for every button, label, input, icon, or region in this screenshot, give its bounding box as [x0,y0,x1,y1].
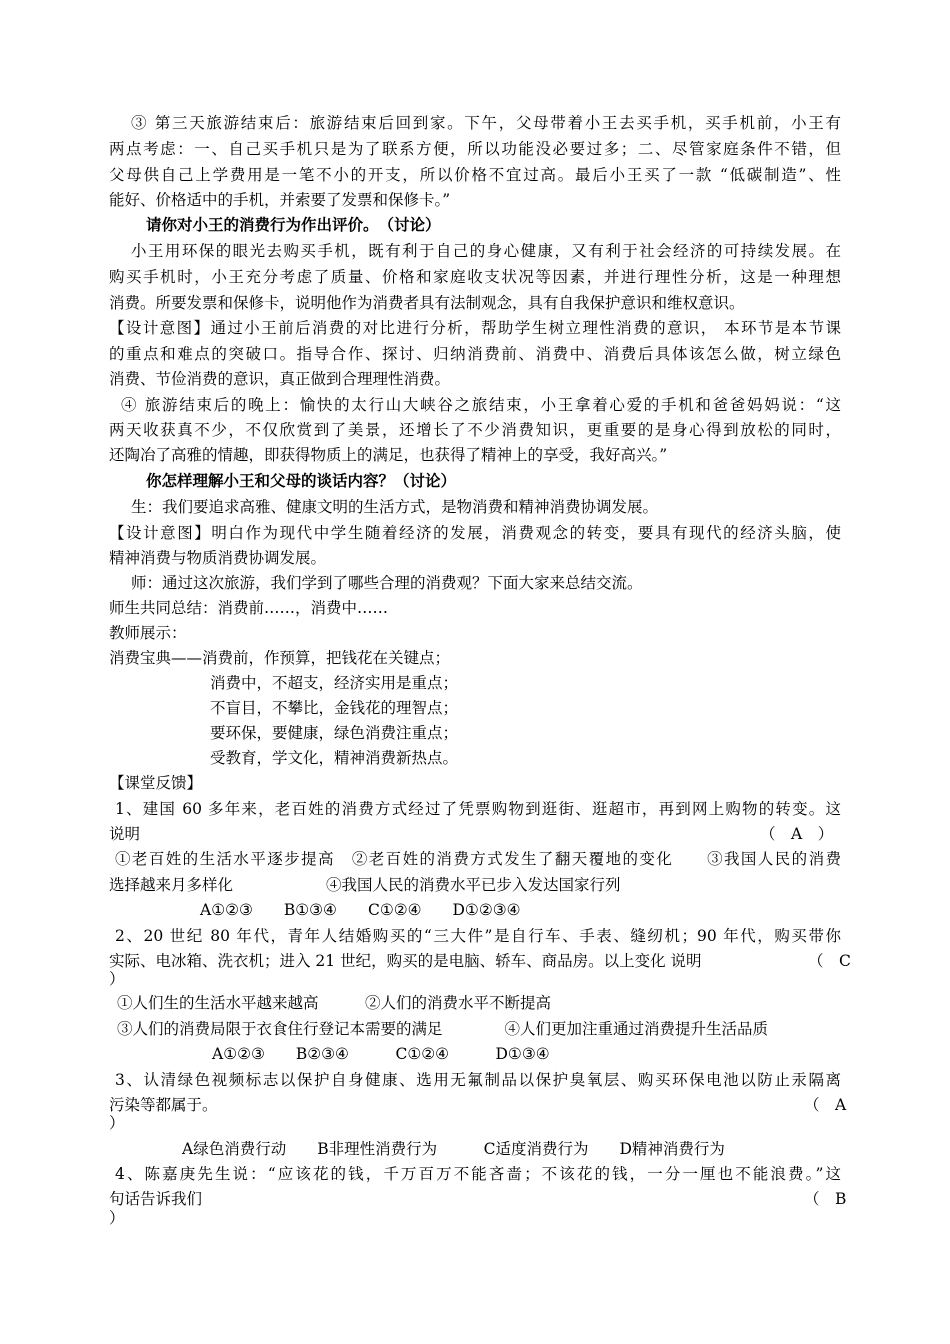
paragraph-line: ③ 第三天旅游结束后：旅游结束后回到家。下午，父母带着小王去买手机，买手机前，小王有 [131,114,841,132]
question-2-statements: ③人们的消费局限于衣食住行登记本需要的满足 ④人们更加注重通过消费提升生活品质 [117,1020,769,1038]
question-1-stem: 1、建国 60 多年来，老百姓的消费方式经过了凭票购物到逛街、逛超市，再到网上购物的转变。这 [115,800,841,818]
question-3-answer: （ A [804,1096,847,1114]
question-1-options: A①②③ B①③④ C①②④ D①②③④ [200,901,521,919]
paragraph-line: 两天收获真不少，不仅欣赏到了美景，还增长了不少消费知识，更重要的是身心得到放松的同时， [109,421,841,439]
paragraph-line: 消费。所要发票和保修卡，说明他作为消费者具有法制观念，具有自我保护意识和维权意识。 [109,294,745,312]
consumption-guide-line: 消费宝典——消费前，作预算，把钱花在关键点； [109,649,451,667]
summary-line: 师生共同总结：消费前……，消费中…… [109,599,389,617]
paragraph-line: 能好、价格适中的手机，并索要了发票和保修卡。” [109,191,451,209]
paragraph-line: 两点考虑：一、自己买手机只是为了联系方便，所以功能没必要过多；二、尽管家庭条件不错，但 [109,140,841,158]
question-1-statements: 选择越来月多样化 ④我国人民的消费水平已步入发达国家行列 [109,876,621,894]
question-3-stem: 3、认清绿色视频标志以保护自身健康、选用无氟制品以保护臭氧层、购买环保电池以防止汞隔离 [115,1071,841,1089]
discussion-question: 请你对小王的消费行为作出评价。 （讨论） [146,215,441,234]
section-heading: 【课堂反馈】 [109,774,203,792]
question-2-options: A①②③ B②③④ C①②④ D①③④ [212,1045,550,1063]
paragraph-line: 父母供自己上学费用是一笔不小的开支，所以价格不宜过高。最后小王买了一款 “低碳制造”、性 [109,166,841,184]
paragraph-line: 小王用环保的眼光去购买手机，既有利于自己的身心健康，又有利于社会经济的可持续发展。在 [131,242,841,260]
paragraph-line: 还陶冶了高雅的情趣，即获得物质上的满足，也获得了精神上的享受，我好高兴。” [109,446,668,464]
question-4-stem: 4、陈嘉庚先生说：“应该花的钱，千万百万不能吝啬；不该花的钱，一分一厘也不能浪费。”这 [115,1165,841,1183]
design-intent-line: 【设计意图】通过小王前后消费的对比进行分析，帮助学生树立理性消费的意识， 本环节是本节课 [109,319,841,337]
design-intent-line: 【设计意图】明白作为现代中学生随着经济的发展，消费观念的转变，要具有现代的经济头脑，使 [109,524,841,542]
design-intent-line: 消费、节俭消费的意识，真正做到合理理性消费。 [109,370,451,388]
student-answer: 生：我们要追求高雅、健康文明的生活方式，是物消费和精神消费协调发展。 [131,498,659,516]
question-2-statements: ①人们生的生活水平越来越高 ②人们的消费水平不断提高 [117,994,552,1012]
paragraph-line: 购买手机时，小王充分考虑了质量、价格和家庭收支状况等因素，并进行理性分析，这是一种理想 [109,268,841,286]
consumption-guide-line: 消费中，不超支，经济实用是重点； [210,674,459,692]
discussion-question: 你怎样理解小王和父母的谈话内容？（讨论） [146,471,457,490]
question-1-answer: （ A ） [760,825,834,843]
question-2-answer: （ C [808,952,851,970]
question-3-stem: 污染等都属于。 [109,1096,218,1114]
question-3-answer-close: ） [109,1114,125,1132]
teacher-display-label: 教师展示： [109,624,187,642]
consumption-guide-line: 不盲目，不攀比，金钱花的理智点； [210,699,459,717]
question-2-stem: 2、20 世纪 80 年代，青年人结婚购买的“三大件”是自行车、手表、缝纫机；90 年代，购买带你 [115,927,841,945]
consumption-guide-line: 要环保，要健康，绿色消费注重点； [210,724,459,742]
design-intent-line: 的重点和难点的突破口。指导合作、探讨、归纳消费前、消费中、消费后具体该怎么做，树立绿色 [109,345,841,363]
teacher-line: 师：通过这次旅游，我们学到了哪些合理的消费观？下面大家来总结交流。 [131,574,643,592]
question-2-answer-close: ） [109,970,125,988]
question-3-options: A绿色消费行动 B非理性消费行为 C适度消费行为 D精神消费行为 [182,1140,725,1158]
question-2-stem: 实际、电冰箱、洗衣机；进入 21 世纪，购买的是电脑、轿车、商品房。以上变化 说明 [109,952,702,970]
question-4-stem: 句话告诉我们 [109,1190,203,1208]
consumption-guide-line: 受教育，学文化，精神消费新热点。 [210,749,459,767]
paragraph-line: ④ 旅游结束后的晚上：愉快的太行山大峡谷之旅结束，小王拿着心爱的手机和爸爸妈妈说：“这 [121,396,841,414]
question-4-answer: （ B [804,1190,847,1208]
question-4-answer-close: ） [109,1209,125,1227]
question-1-stem: 说明 [109,825,141,843]
design-intent-line: 精神消费与物质消费协调发展。 [109,549,327,567]
question-1-statements: ①老百姓的生活水平逐步提高 ②老百姓的消费方式发生了翻天覆地的变化 ③我国人民的消费 [115,850,841,868]
